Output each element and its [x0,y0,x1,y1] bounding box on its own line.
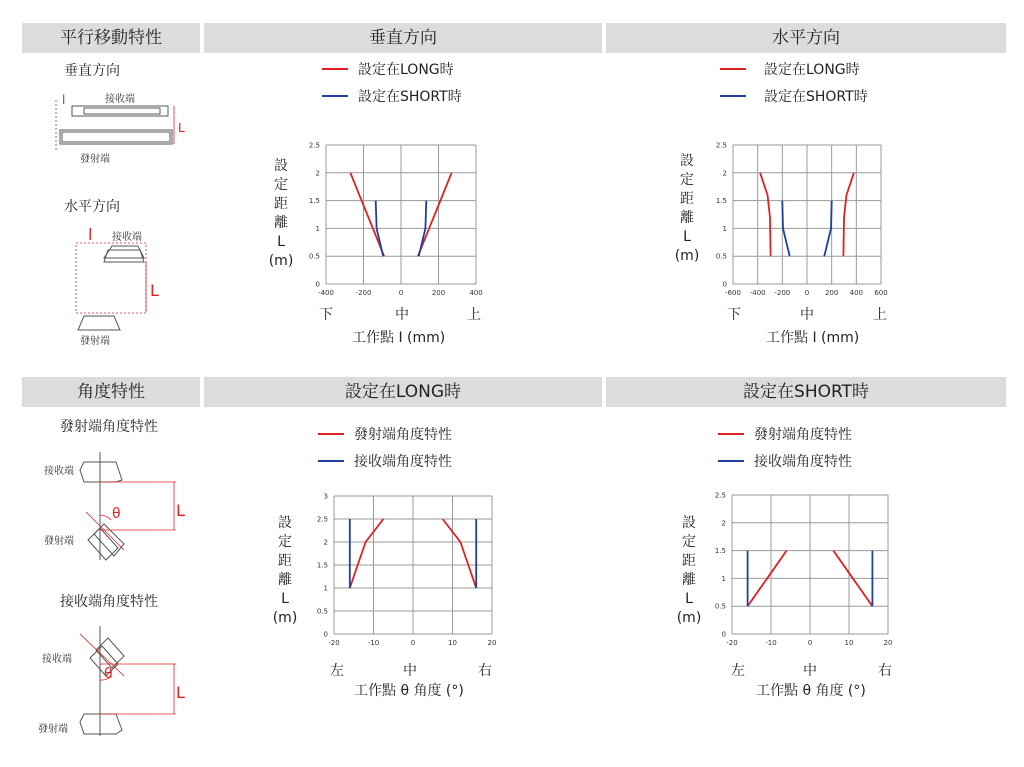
ylabel-char: L [683,229,691,245]
pos-right-short: 右 [878,663,892,679]
ylabel-char: L [277,234,285,250]
x-tick-label: 200 [824,289,839,297]
x-tick-label: 600 [874,289,888,297]
diagram-emitter-theta: θ [112,506,121,522]
xlabel-horizontal: 工作點 I (mm) [766,330,860,346]
x-tick-label: -10 [765,639,777,647]
xlabel-short: 工作點 θ 角度 (°) [756,683,866,699]
ylabel-char: 離 [274,215,288,231]
x-tick-label: 400 [469,289,483,297]
y-tick-label: 2 [323,538,328,547]
diagram-emitter-receiver: 接收端 [44,466,74,477]
x-tick-label: 0 [398,289,404,297]
y-tick-label: 0 [323,630,328,639]
legend-label: 設定在SHORT時 [764,88,868,105]
legend-label: 設定在LONG時 [358,61,454,78]
y-tick-label: 0 [722,280,727,289]
header-angle: 角度特性 [22,377,200,407]
y-tick-label: 1 [721,574,726,583]
ylabel-char: (m) [674,248,700,264]
ylabel-char: 距 [682,553,696,569]
y-tick-label: 0.5 [715,252,727,261]
ylabel-char: 設 [682,515,696,531]
pos-mid-long: 中 [403,663,417,679]
diagram-vertical-l-small: l [62,93,66,107]
pos-mid-vertical: 中 [395,307,409,323]
diagram-vertical-receiver: 接收端 [105,94,135,105]
x-tick-label: 0 [804,289,810,297]
ylabel-char: 定 [278,534,292,550]
ylabel-char: L [685,591,693,607]
legend-label: 發射端角度特性 [754,426,852,443]
left-emitter-angle-title: 發射端角度特性 [60,419,158,435]
ylabel-char: 離 [278,572,292,588]
pos-up-horizontal: 上 [873,307,887,323]
header-parallel: 平行移動特性 [22,23,200,53]
x-tick-label: 20 [883,639,893,647]
diagram-vertical-emitter: 發射端 [80,154,110,165]
y-tick-label: 2 [315,169,320,178]
legend-label: 發射端角度特性 [354,426,452,443]
legend-label: 設定在SHORT時 [358,88,462,105]
xlabel-long: 工作點 θ 角度 (°) [354,683,464,699]
y-tick-label: 0.5 [714,602,726,611]
x-tick-label: 200 [431,289,446,297]
y-tick-label: 0 [721,630,726,639]
x-tick-label: -600 [725,289,741,297]
diagram-emitter-emitter: 發射端 [44,536,74,547]
y-tick-label: 1 [315,224,320,233]
x-tick-label: -400 [318,289,334,297]
ylabel-char: (m) [272,610,298,626]
diagram-receiver-emitter: 發射端 [38,724,68,735]
diagram-horizontal-emitter: 發射端 [80,336,110,347]
x-tick-label: 400 [849,289,864,297]
ylabel-char: 離 [680,210,694,226]
pos-down-horizontal: 下 [727,307,741,323]
ylabel-char: 距 [274,196,288,212]
ylabel-char: 定 [680,172,694,188]
pos-left-long: 左 [330,663,344,679]
xlabel-vertical: 工作點 I (mm) [352,330,446,346]
left-vertical-title: 垂直方向 [64,63,120,79]
header-short: 設定在SHORT時 [606,377,1006,407]
header-horizontal: 水平方向 [606,23,1006,53]
left-receiver-angle-title: 接收端角度特性 [60,594,158,610]
ylabel-char: (m) [268,253,294,269]
y-tick-label: 0.5 [308,252,320,261]
diagram-horizontal-receiver: 接收端 [112,232,142,243]
left-horizontal-title: 水平方向 [64,199,120,215]
ylabel-char: 設 [680,153,694,169]
ylabel-char: 設 [278,515,292,531]
x-tick-label: 0 [410,639,416,647]
x-tick-label: -200 [774,289,791,297]
diagram-horizontal-l-small: l [88,225,93,244]
y-tick-label: 1.5 [714,547,726,556]
pos-mid-horizontal: 中 [800,307,814,323]
ylabel-char: 離 [682,572,696,588]
pos-down-vertical: 下 [319,307,333,323]
y-tick-label: 2 [721,519,726,528]
y-tick-label: 2.5 [316,515,328,524]
diagram-horizontal-l-big: L [150,281,159,300]
x-tick-label: 0 [807,639,813,647]
header-long: 設定在LONG時 [204,377,602,407]
x-tick-label: -10 [367,639,380,647]
diagram-emitter-l-big: L [176,501,185,520]
y-tick-label: 1 [323,584,328,593]
legend-label: 接收端角度特性 [754,453,852,470]
y-tick-label: 1.5 [316,561,328,570]
x-tick-label: -20 [726,639,738,647]
diagram-receiver-theta: θ [104,666,113,682]
pos-right-long: 右 [478,663,492,679]
x-tick-label: -20 [328,639,340,647]
legend-label: 接收端角度特性 [354,453,452,470]
ylabel-char: (m) [676,610,702,626]
x-tick-label: -400 [749,289,766,297]
pos-mid-short: 中 [803,663,817,679]
x-tick-label: 10 [844,639,854,647]
header-vertical: 垂直方向 [204,23,602,53]
pos-up-vertical: 上 [467,307,481,323]
y-tick-label: 2 [722,169,727,178]
x-tick-label: 20 [487,639,497,647]
y-tick-label: 0 [315,280,320,289]
y-tick-label: 2.5 [308,141,320,150]
x-tick-label: -200 [355,289,372,297]
y-tick-label: 3 [323,492,328,501]
ylabel-char: 設 [274,158,288,174]
y-tick-label: 2.5 [715,141,727,150]
y-tick-label: 2.5 [714,491,726,500]
pos-left-short: 左 [731,663,745,679]
ylabel-char: 距 [680,191,694,207]
y-tick-label: 1 [722,224,727,233]
diagram-receiver-l-big: L [176,683,185,702]
y-tick-label: 1.5 [308,197,320,206]
ylabel-char: 定 [274,177,288,193]
ylabel-char: 距 [278,553,292,569]
legend-label: 設定在LONG時 [764,61,860,78]
y-tick-label: 0.5 [316,607,328,616]
x-tick-label: 10 [448,639,457,647]
diagram-vertical-l-big: L [178,121,185,135]
ylabel-char: 定 [682,534,696,550]
diagram-receiver-receiver: 接收端 [42,654,72,665]
ylabel-char: L [281,591,289,607]
y-tick-label: 1.5 [715,197,727,206]
